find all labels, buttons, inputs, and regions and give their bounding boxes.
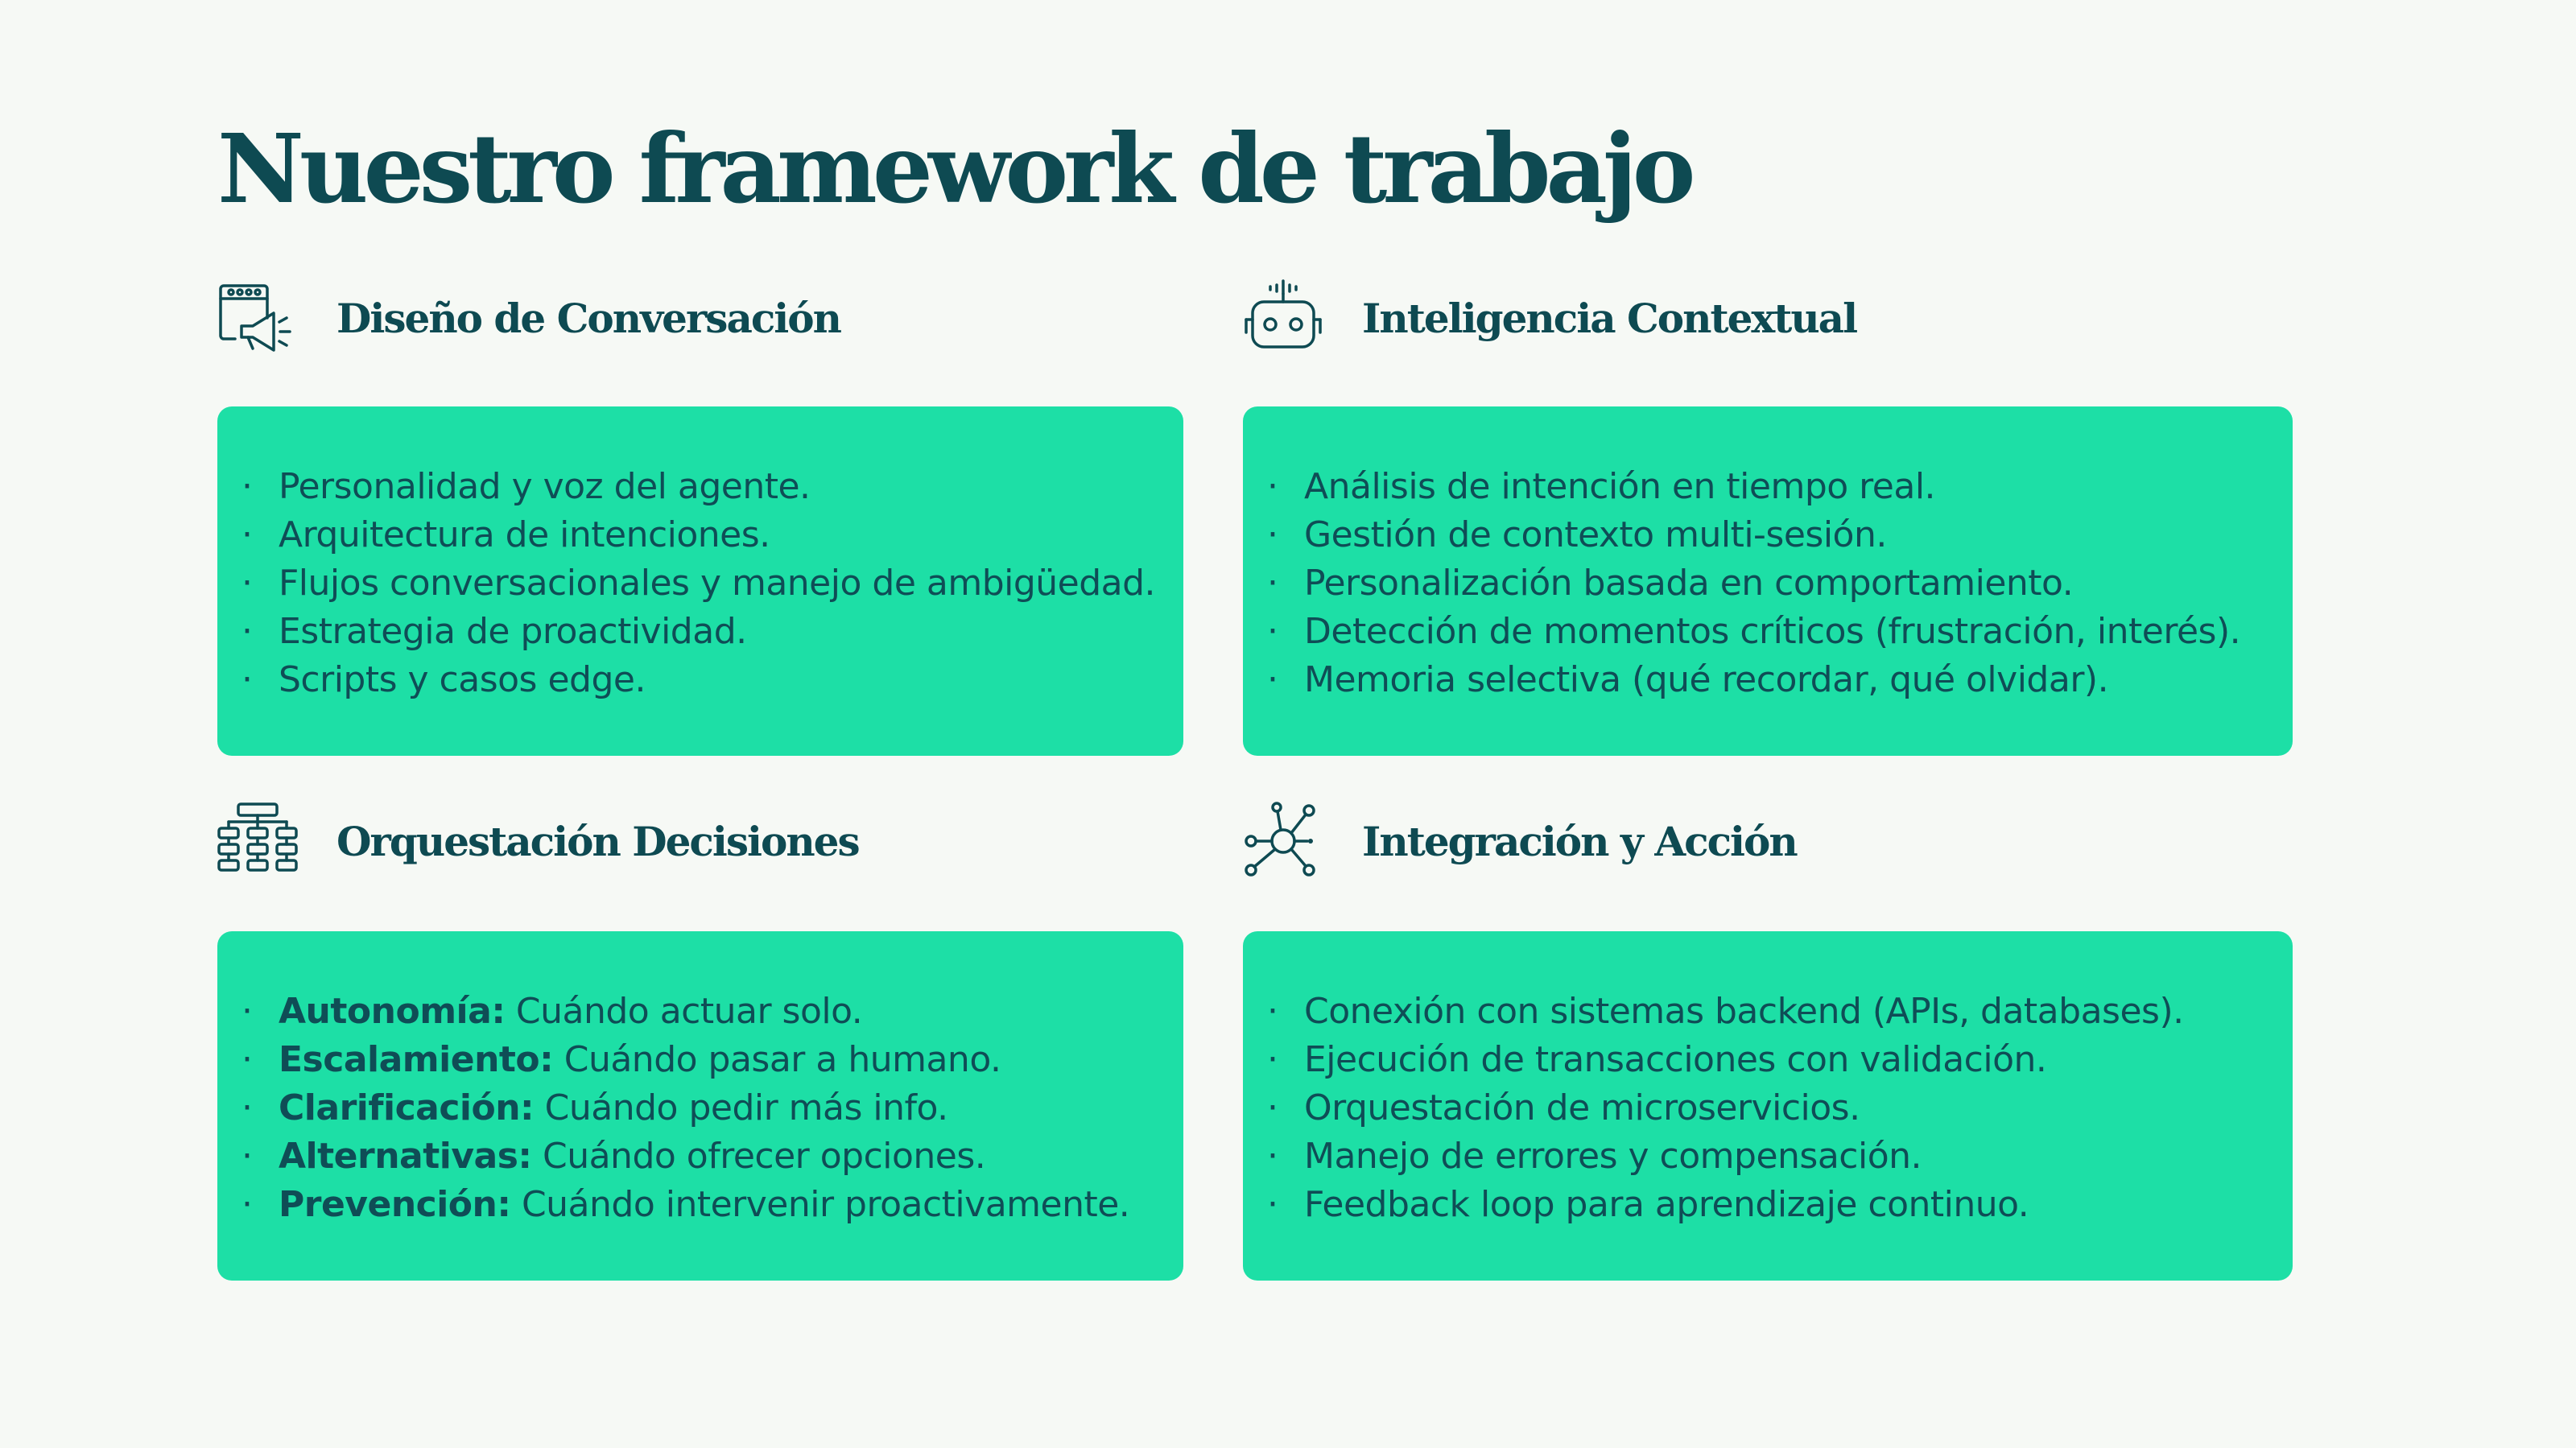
list-item: · Alternativas: Cuándo ofrecer opciones.: [242, 1132, 1167, 1181]
section-header-inteligencia: [1243, 278, 1856, 358]
list-item: · Clarificación: Cuándo pedir más info.: [242, 1084, 1167, 1132]
list-item: · Conexión con sistemas backend (APIs, databases).: [1267, 988, 2277, 1036]
list-item: · Estrategia de proactividad.: [242, 608, 1167, 656]
bullet-list: [1267, 463, 2277, 704]
list-item: · Personalización basada en comportamiento.: [1267, 559, 2277, 608]
list-item: · Feedback loop para aprendizaje continuo.: [1267, 1181, 2277, 1229]
bullet-list: [242, 463, 1167, 704]
section-header-integracion: [1243, 801, 1797, 881]
section-header-diseno: [217, 278, 840, 358]
card-orquestacion-decisiones: [217, 931, 1183, 1281]
section-header-orquestacion: [217, 801, 859, 881]
list-item: · Autonomía: Cuándo actuar solo.: [242, 988, 1167, 1036]
section-title: Orquestación Decisiones: [336, 817, 859, 865]
list-item: · Scripts y casos edge.: [242, 656, 1167, 704]
section-title: Integración y Acción: [1362, 817, 1797, 865]
robot-icon: [1243, 278, 1323, 358]
list-item: · Arquitectura de intenciones.: [242, 511, 1167, 559]
list-item: · Manejo de errores y compensación.: [1267, 1132, 2277, 1181]
list-item: · Personalidad y voz del agente.: [242, 463, 1167, 511]
section-title: Diseño de Conversación: [336, 294, 840, 342]
list-item: · Análisis de intención en tiempo real.: [1267, 463, 2277, 511]
browser-megaphone-icon: [217, 278, 298, 358]
card-integracion-accion: [1243, 931, 2293, 1281]
list-item: · Prevención: Cuándo intervenir proactivamente.: [242, 1181, 1167, 1229]
card-diseno-conversacion: [217, 406, 1183, 756]
list-item: · Escalamiento: Cuándo pasar a humano.: [242, 1036, 1167, 1084]
list-item: · Memoria selectiva (qué recordar, qué olvidar).: [1267, 656, 2277, 704]
list-item: · Detección de momentos críticos (frustración, interés).: [1267, 608, 2277, 656]
card-inteligencia-contextual: [1243, 406, 2293, 756]
list-item: · Gestión de contexto multi-sesión.: [1267, 511, 2277, 559]
list-item: · Ejecución de transacciones con validación.: [1267, 1036, 2277, 1084]
network-hub-icon: [1243, 801, 1323, 881]
flowchart-icon: [217, 801, 298, 881]
bullet-list: [242, 988, 1167, 1229]
bullet-list: [1267, 988, 2277, 1229]
list-item: · Orquestación de microservicios.: [1267, 1084, 2277, 1132]
page-title: Nuestro framework de trabajo: [217, 113, 1691, 225]
section-title: Inteligencia Contextual: [1362, 294, 1857, 342]
list-item: · Flujos conversacionales y manejo de ambigüedad.: [242, 559, 1167, 608]
